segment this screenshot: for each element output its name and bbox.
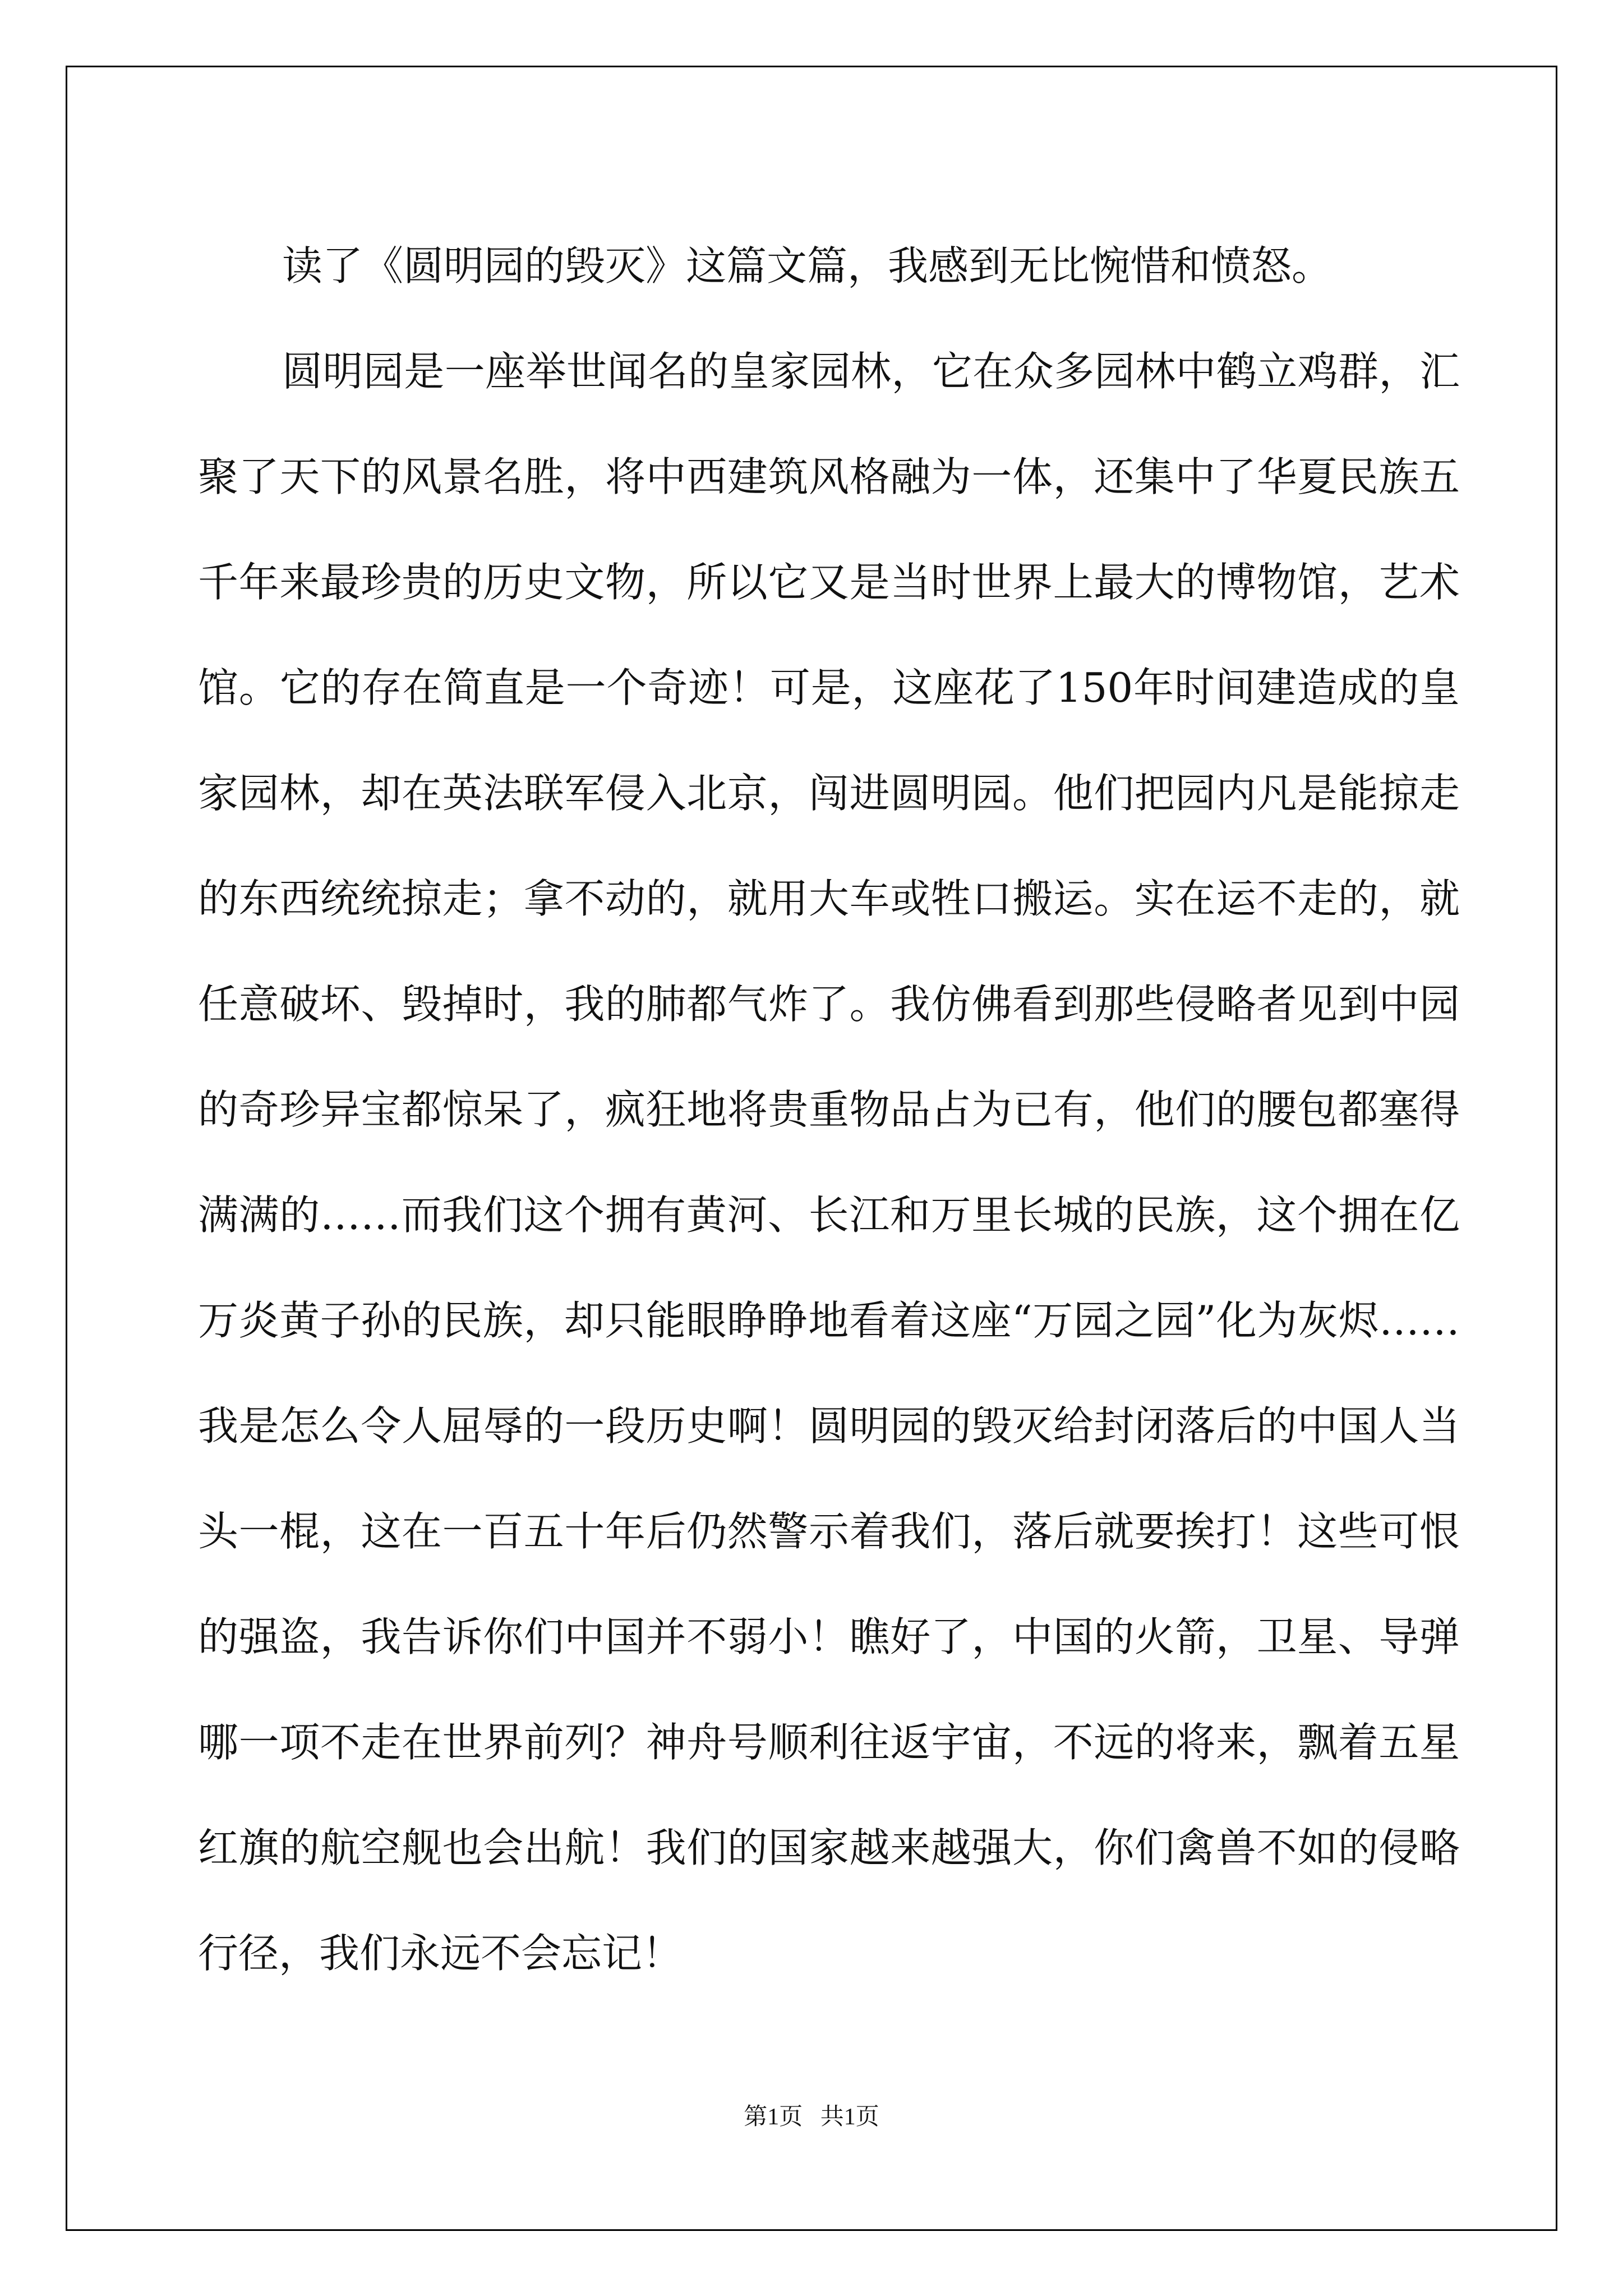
page-number: 第1页 (744, 2104, 803, 2130)
paragraph-2: 圆明园是一座举世闻名的皇家园林，它在众多园林中鹤立鸡群，汇聚了天下的风景名胜，将中西建筑风格融为一体，还集中了华夏民族五千年来最珍贵的历史文物，所以它又是当时世界上最大的博物馆，艺术馆。它的存在简直是一个奇迹！可是，这座花了150年时间建造成的皇家园林，却在英法联军侵入北京，闯进圆明园。他们把园内凡是能掠走的东西统统掠走；拿不动的，就用大车或牲口搬运。实在运不走的，就任意破坏、毁掉时，我的肺都气炸了。我仿佛看到那些侵略者见到中园的奇珍异宝都惊呆了，疯狂地将贵重物品占为已有，他们的腰包都塞得满满的……而我们这个拥有黄河、长江和万里长城的民族，这个拥在亿万炎黄子孙的民族，却只能眼睁睁地看着这座“万园之园”化为灰烬……我是怎么令人屈辱的一段历史啊！圆明园的毁灭给封闭落后的中国人当头一棍，这在一百五十年后仍然警示着我们，落后就要挨打！这些可恨的强盗，我告诉你们中国并不弱小！瞧好了，中国的火箭，卫星、导弹哪一项不走在世界前列？神舟号顺利往返宇宙，不远的将来，飘着五星红旗的航空舰也会出航！我们的国家越来越强大，你们禽兽不如的侵略行径，我们永远不会忘记！ (198, 348, 1460, 1977)
page-total: 共1页 (820, 2104, 879, 2130)
document-body (198, 213, 1460, 2006)
page-footer (0, 2098, 1623, 2132)
paragraph-1: 读了《圆明园的毁灭》这篇文篇，我感到无比惋惜和愤怒。 (282, 242, 1332, 289)
